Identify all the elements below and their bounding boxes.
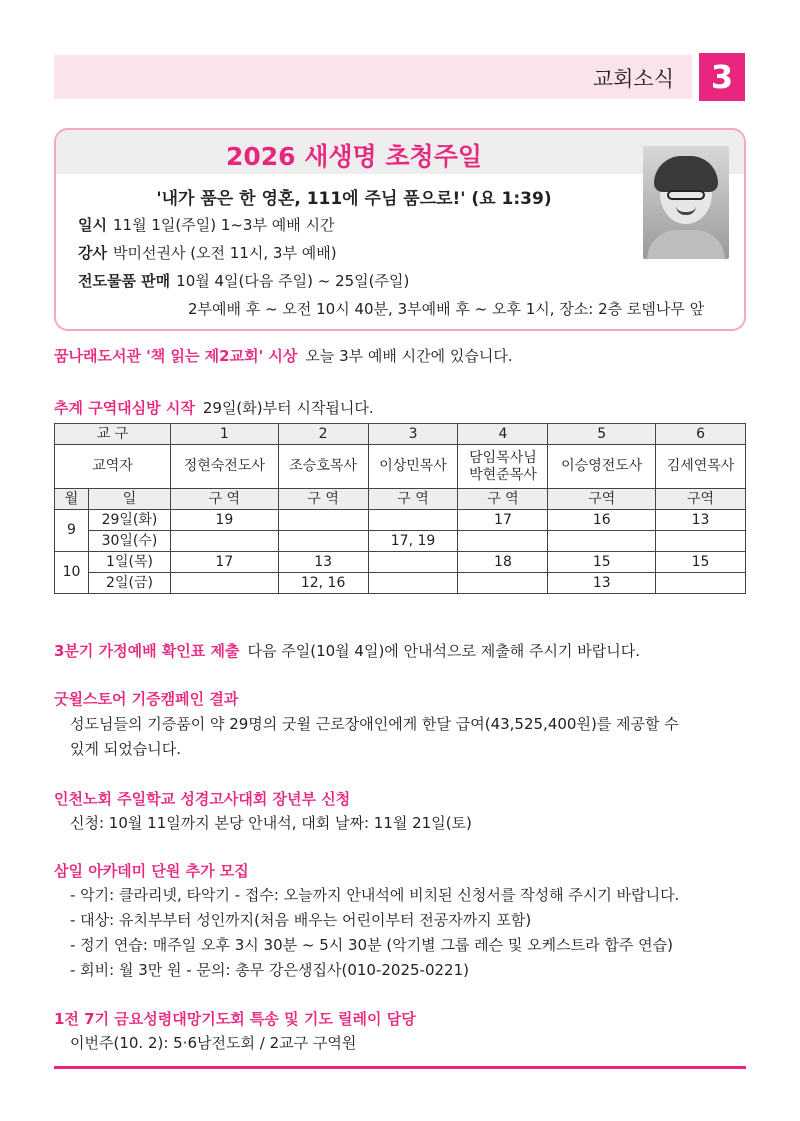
event-sale-value: 10월 4일(다음 주일) ~ 25일(주일): [176, 272, 410, 290]
table-row: [55, 510, 746, 531]
section-title: 교회소식: [592, 67, 674, 91]
event-speaker-label: 강사: [78, 244, 107, 262]
table-row-pastors: [55, 445, 746, 489]
prayer-line-1: 이번주(10. 2): 5·6남전도회 / 2교구 구역원: [70, 1034, 357, 1052]
table-row-labels: [55, 489, 746, 510]
col-label-2: 구 역: [278, 489, 368, 510]
month-label: 월: [55, 489, 89, 510]
day-cell: 29일(화): [89, 510, 171, 531]
day-cell: 30일(수): [89, 531, 171, 552]
event-title: 2026 새생명 초청주일: [225, 142, 483, 171]
district-5: 5: [548, 424, 656, 445]
day-label: 일: [89, 489, 171, 510]
day-cell: 2일(금): [89, 573, 171, 594]
event-date-value: 11월 1일(주일) 1~3부 예배 시간: [112, 216, 335, 234]
table-cell: 13: [656, 510, 746, 531]
table-cell: 13: [548, 573, 656, 594]
pastor-3: 이상민목사: [368, 445, 458, 489]
event-box: [54, 128, 746, 331]
district-1: 1: [171, 424, 279, 445]
event-sale: [78, 270, 409, 291]
col-label-3: 구 역: [368, 489, 458, 510]
home-worship-heading: 3분기 가정예배 확인표 제출: [54, 642, 240, 660]
table-cell: [171, 531, 279, 552]
table-cell: [368, 552, 458, 573]
table-row: [55, 573, 746, 594]
event-speaker-value: 박미선권사 (오전 11시, 3부 예배): [112, 244, 337, 262]
table-cell: [368, 573, 458, 594]
home-worship-text: 다음 주일(10월 4일)에 안내석으로 제출해 주시기 바랍니다.: [247, 642, 640, 660]
table-cell: [368, 510, 458, 531]
table-row: [55, 531, 746, 552]
visitation-notice: [54, 397, 374, 418]
academy-line-4: - 회비: 월 3만 원 - 문의: 총무 강은생집사(010-2025-0221): [70, 961, 469, 979]
event-date: [78, 214, 334, 235]
month-cell: 9: [55, 510, 89, 552]
pastor-6: 김세연목사: [656, 445, 746, 489]
academy-heading: 삼일 아카데미 단원 추가 모집: [54, 862, 249, 880]
speaker-photo: [643, 146, 729, 259]
pastor-4: 담임목사님 박현준목사: [458, 445, 548, 489]
library-heading: 꿈나래도서관 '책 읽는 제2교회' 시상: [54, 347, 298, 365]
home-worship-notice: [54, 640, 640, 661]
pastor-1: 정현숙전도사: [171, 445, 279, 489]
table-cell: 18: [458, 552, 548, 573]
month-cell: 10: [55, 552, 89, 594]
event-speaker: [78, 242, 337, 263]
visitation-heading: 추계 구역대심방 시작: [54, 399, 195, 417]
table-cell: 17: [458, 510, 548, 531]
col-label-1: 구 역: [171, 489, 279, 510]
section-header: [54, 55, 692, 99]
academy-line-1: - 악기: 클라리넷, 타악기 - 접수: 오늘까지 안내석에 비치된 신청서를 작성해 주시기 바랍니다.: [70, 886, 680, 904]
event-quote: '내가 품은 한 영혼, 111에 주님 품으로!' (요 1:39): [156, 189, 552, 209]
table-cell: [278, 510, 368, 531]
goodwill-line-2: 있게 되었습니다.: [70, 740, 181, 758]
event-sale-detail: 2부예배 후 ~ 오전 10시 40분, 3부예배 후 ~ 오후 1시, 장소: 2층 로뎀나무 앞: [188, 300, 705, 318]
table-cell: 15: [548, 552, 656, 573]
table-cell: 17: [171, 552, 279, 573]
visitation-text: 29일(화)부터 시작됩니다.: [202, 399, 374, 417]
table-row: [55, 552, 746, 573]
library-notice: [54, 345, 513, 366]
table-cell: 12, 16: [278, 573, 368, 594]
page-number: 3: [699, 53, 745, 101]
day-cell: 1일(목): [89, 552, 171, 573]
library-text: 오늘 3부 예배 시간에 있습니다.: [305, 347, 513, 365]
pastor-2: 조승호목사: [278, 445, 368, 489]
table-cell: 15: [656, 552, 746, 573]
district-label: 교 구: [55, 424, 171, 445]
table-cell: 16: [548, 510, 656, 531]
prayer-heading: 1전 7기 금요성령대망기도회 특송 및 기도 릴레이 담당: [54, 1010, 416, 1028]
event-sale-label: 전도물품 판매: [78, 272, 171, 290]
col-label-6: 구역: [656, 489, 746, 510]
academy-line-2: - 대상: 유치부부터 성인까지(처음 배우는 어린이부터 전공자까지 포함): [70, 911, 532, 929]
district-6: 6: [656, 424, 746, 445]
table-cell: [656, 573, 746, 594]
pastor-label: 교역자: [55, 445, 171, 489]
table-cell: [548, 531, 656, 552]
table-cell: [656, 531, 746, 552]
table-row-districts: [55, 424, 746, 445]
goodwill-line-1: 성도님들의 기증품이 약 29명의 굿윌 근로장애인에게 한달 급여(43,525,400원)를 제공할 수: [70, 715, 679, 733]
bottom-divider: [54, 1066, 746, 1069]
table-cell: 19: [171, 510, 279, 531]
table-cell: [458, 531, 548, 552]
academy-line-3: - 정기 연습: 매주일 오후 3시 30분 ~ 5시 30분 (악기별 그룹 레슨 및 오케스트라 합주 연습): [70, 936, 673, 954]
district-3: 3: [368, 424, 458, 445]
table-cell: [458, 573, 548, 594]
visitation-table: [54, 423, 746, 594]
col-label-5: 구역: [548, 489, 656, 510]
event-date-label: 일시: [78, 216, 107, 234]
pastor-5: 이승영전도사: [548, 445, 656, 489]
table-cell: [278, 531, 368, 552]
bible-quiz-line-1: 신청: 10월 11일까지 본당 안내석, 대회 날짜: 11월 21일(토): [70, 814, 472, 832]
table-cell: 17, 19: [368, 531, 458, 552]
table-cell: 13: [278, 552, 368, 573]
col-label-4: 구 역: [458, 489, 548, 510]
bible-quiz-heading: 인천노회 주일학교 성경고사대회 장년부 신청: [54, 790, 351, 808]
goodwill-heading: 굿윌스토어 기증캠페인 결과: [54, 690, 239, 708]
table-cell: [171, 573, 279, 594]
district-4: 4: [458, 424, 548, 445]
district-2: 2: [278, 424, 368, 445]
